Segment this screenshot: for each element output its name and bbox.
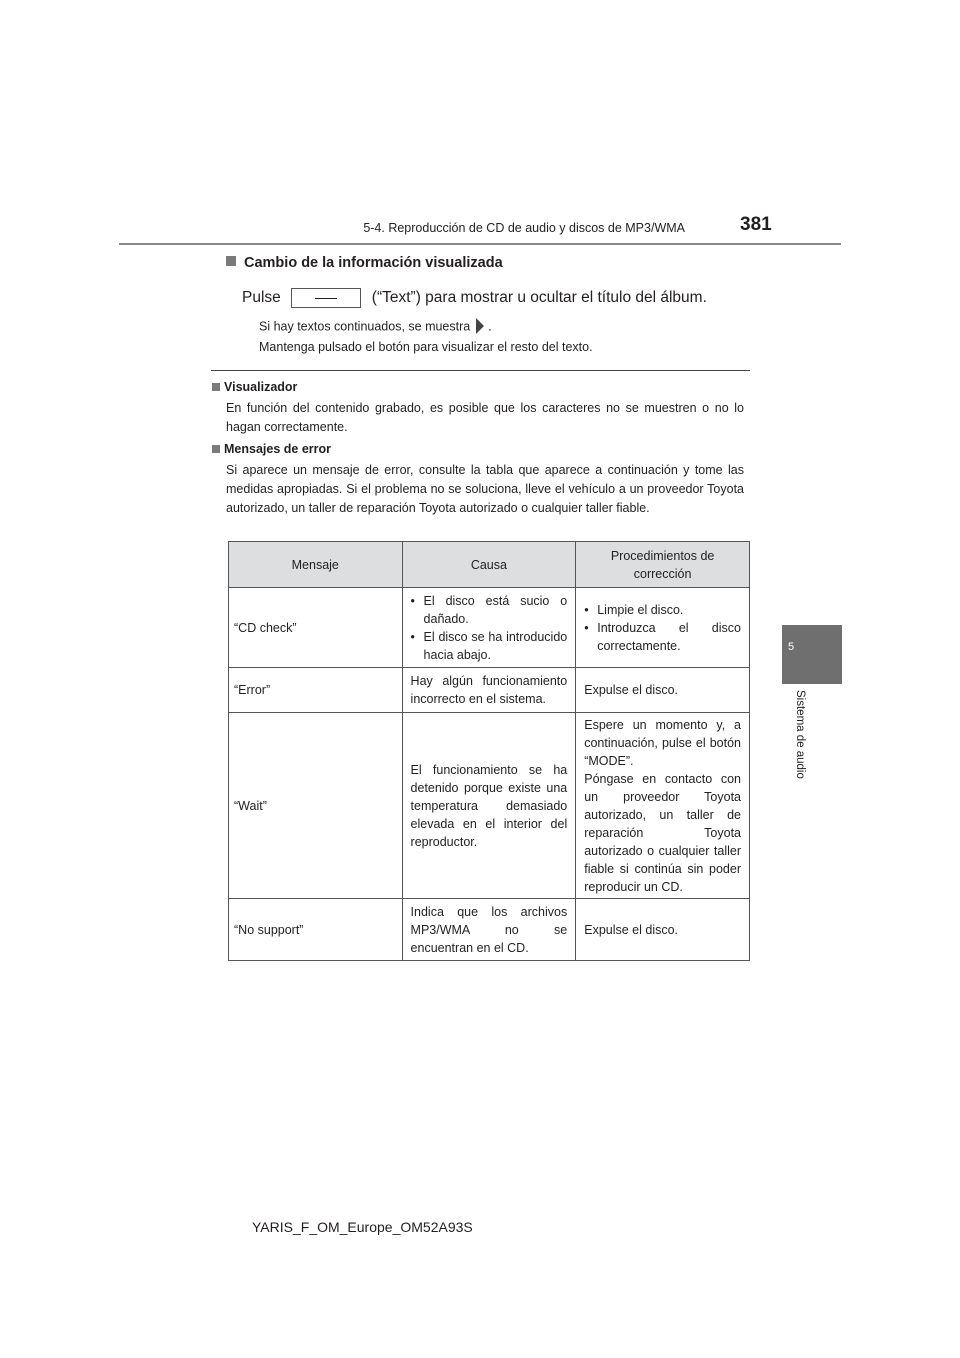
visualizador-title: Visualizador <box>224 380 298 394</box>
chapter-label: Sistema de audio <box>794 690 806 779</box>
table-row <box>229 588 750 668</box>
text-key-button-icon <box>291 288 361 308</box>
error-messages-text: Si aparece un mensaje de error, consulte la tabla que aparece a continuación y tome las medidas apropiadas. Si el problema no se soluciona, lleve el vehículo a un proveedor Toyota autorizado, un taller de reparación Toyota autorizado o cualquier taller fiable. <box>226 463 744 515</box>
fix-cell <box>576 588 750 668</box>
table-header-row <box>229 542 750 588</box>
hold-button-note: Mantenga pulsado el botón para visualizar el resto del texto. <box>259 340 593 354</box>
cause-cell: Hay algún funcionamiento incorrecto en el sistema. <box>402 668 576 713</box>
header-section-title: 5-4. Reproducción de CD de audio y discos de MP3/WMA <box>363 221 685 235</box>
display-change-heading <box>226 255 503 271</box>
chapter-number: 5 <box>788 641 795 653</box>
chapter-tab <box>782 625 842 684</box>
fix-cell: Expulse el disco. <box>576 668 750 713</box>
message-cell: “CD check” <box>229 588 403 668</box>
note-text-before: Si hay textos continuados, se muestra <box>259 319 471 334</box>
square-bullet-icon <box>212 383 220 391</box>
cause-bullet: • El disco está sucio o dañado. <box>411 592 568 628</box>
table-row <box>229 668 750 713</box>
fix-cell: Expulse el disco. <box>576 899 750 961</box>
pulse-instruction <box>242 288 707 308</box>
error-messages-table <box>228 541 750 961</box>
visualizador-heading <box>212 380 297 394</box>
note-text-after: . <box>488 319 492 334</box>
square-bullet-icon <box>212 445 220 453</box>
fix-bullet: • Limpie el disco. <box>584 601 741 619</box>
fix-paragraph: Espere un momento y, a continuación, pulse el botón “MODE”. <box>584 717 741 768</box>
error-messages-heading <box>212 442 331 456</box>
continued-text-note <box>259 319 492 335</box>
continue-arrow-icon <box>476 318 484 334</box>
cause-cell: El funcionamiento se ha detenido porque existe una temperatura demasiado elevada en el interior del reproductor. <box>402 713 576 899</box>
visualizador-text: En función del contenido grabado, es posible que los caracteres no se muestren o no lo hagan correctamente. <box>226 401 744 434</box>
cause-cell: Indica que los archivos MP3/WMA no se encuentran en el CD. <box>402 899 576 961</box>
section-divider <box>211 370 750 371</box>
error-messages-title: Mensajes de error <box>224 442 331 456</box>
pulse-text-before: Pulse <box>242 289 281 306</box>
message-cell: “No support” <box>229 899 403 961</box>
table-row <box>229 713 750 899</box>
fix-bullet: • Introduzca el disco correctamente. <box>584 619 741 655</box>
page-number: 381 <box>740 214 772 235</box>
square-bullet-icon <box>226 256 236 266</box>
fix-paragraph: Póngase en contacto con un proveedor Toyota autorizado, un taller de reparación Toyota autorizado o cualquier taller fiable si continúa sin poder reproducir un CD. <box>584 771 741 894</box>
document-code: YARIS_F_OM_Europe_OM52A93S <box>252 1219 473 1235</box>
table-row <box>229 899 750 961</box>
cause-cell <box>402 588 576 668</box>
header-causa: Causa <box>402 542 576 588</box>
message-cell: “Error” <box>229 668 403 713</box>
fix-cell <box>576 713 750 899</box>
header-mensaje: Mensaje <box>229 542 403 588</box>
cause-bullet: • El disco se ha introducido hacia abajo. <box>411 628 568 664</box>
display-change-title: Cambio de la información visualizada <box>244 255 503 271</box>
header-rule <box>119 243 841 245</box>
pulse-text-after: (“Text”) para mostrar u ocultar el título del álbum. <box>371 289 707 306</box>
message-cell: “Wait” <box>229 713 403 899</box>
header-procedimientos: Procedimientos de corrección <box>576 542 750 588</box>
